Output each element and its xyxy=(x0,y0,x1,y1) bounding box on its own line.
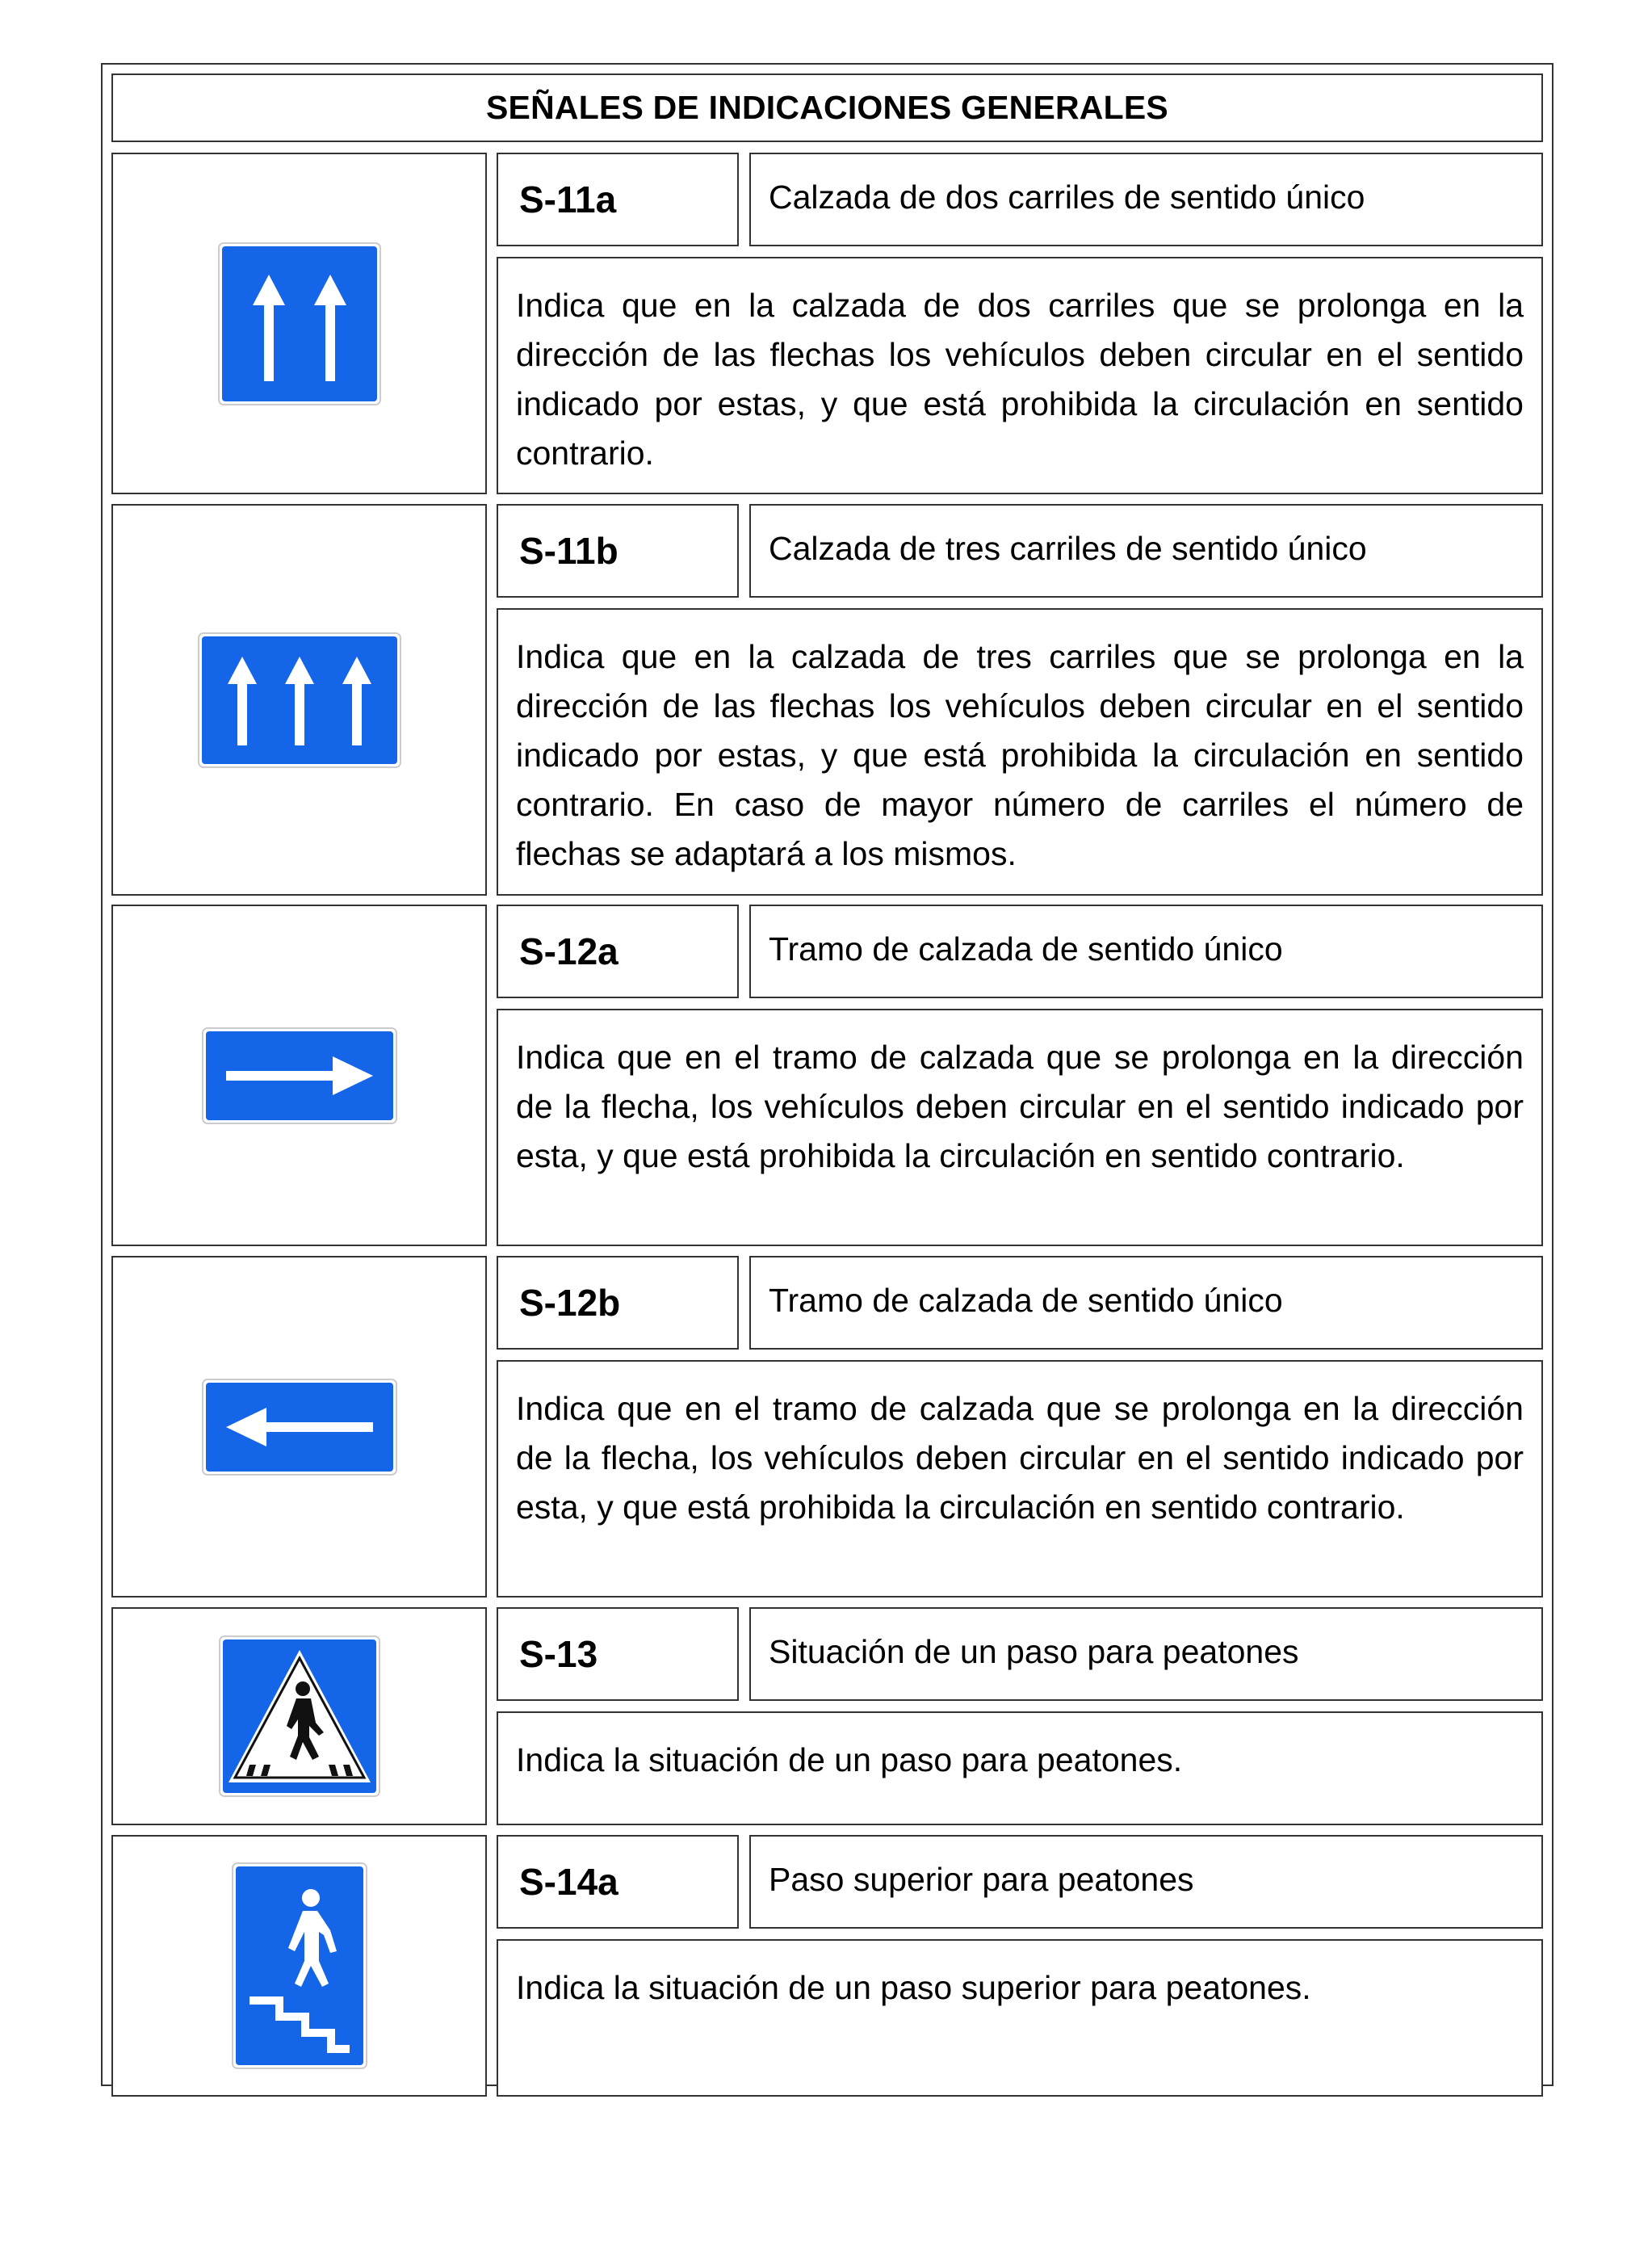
sign-code-cell xyxy=(497,504,739,598)
sign-description-cell xyxy=(497,608,1543,896)
sign-code: S-13 xyxy=(519,1633,598,1675)
pedestrian-crossing-icon xyxy=(219,1635,380,1797)
sign-name: Calzada de dos carriles de sentido único xyxy=(769,178,1365,216)
sign-description: Indica que en el tramo de calzada que se prolonga en la dirección de la flecha, los vehículos deben circular en el sentido indicado por esta, y que está prohibida la circulación en sentido contrario. xyxy=(516,1390,1524,1526)
sign-description-cell xyxy=(497,1711,1543,1825)
sign-image-cell xyxy=(111,1256,487,1598)
sign-image-cell xyxy=(111,905,487,1246)
sign-description-cell xyxy=(497,1360,1543,1598)
two-up-arrows-icon xyxy=(218,242,381,405)
sign-description: Indica que en el tramo de calzada que se prolonga en la dirección de la flecha, los vehículos deben circular en el sentido indicado por esta, y que está prohibida la circulación en sentido contrario. xyxy=(516,1039,1524,1174)
sign-code: S-12b xyxy=(519,1282,621,1324)
sign-name: Tramo de calzada de sentido único xyxy=(769,930,1283,968)
sign-code-cell xyxy=(497,1256,739,1350)
table-title-text: SEÑALES DE INDICACIONES GENERALES xyxy=(486,89,1168,126)
sign-description-cell xyxy=(497,257,1543,494)
sign-name-cell xyxy=(749,504,1543,598)
pedestrian-overpass-icon xyxy=(232,1862,367,2069)
sign-name-cell xyxy=(749,153,1543,246)
sign-image-cell xyxy=(111,1607,487,1825)
sign-code: S-11b xyxy=(519,530,618,572)
sign-code: S-12a xyxy=(519,930,618,972)
sign-name: Paso superior para peatones xyxy=(769,1861,1194,1898)
sign-name: Situación de un paso para peatones xyxy=(769,1633,1299,1670)
sign-description-cell xyxy=(497,1009,1543,1246)
sign-image-cell xyxy=(111,504,487,896)
sign-description: Indica que en la calzada de tres carriles que se prolonga en la dirección de las flechas los vehículos deben circular en el sentido indicado por estas, y que está prohibida la circulación en sentido contrario. En caso de mayor número de carriles el número de flechas se adaptará a los mismos. xyxy=(516,638,1524,872)
sign-image-cell xyxy=(111,153,487,494)
sign-description: Indica la situación de un paso superior para peatones. xyxy=(516,1969,1311,2006)
table-title xyxy=(111,73,1543,142)
sign-code-cell xyxy=(497,1607,739,1701)
sign-code: S-11a xyxy=(519,178,617,220)
sign-code-cell xyxy=(497,905,739,998)
sign-description: Indica la situación de un paso para peatones. xyxy=(516,1741,1183,1778)
sign-name-cell xyxy=(749,905,1543,998)
three-up-arrows-icon xyxy=(198,632,401,768)
sign-name-cell xyxy=(749,1607,1543,1701)
sign-name: Tramo de calzada de sentido único xyxy=(769,1282,1283,1319)
sign-code-cell xyxy=(497,1835,739,1929)
sign-code: S-14a xyxy=(519,1861,618,1903)
sign-name-cell xyxy=(749,1256,1543,1350)
left-arrow-icon xyxy=(202,1379,397,1476)
sign-name: Calzada de tres carriles de sentido único xyxy=(769,530,1367,567)
sign-image-cell xyxy=(111,1835,487,2097)
sign-description: Indica que en la calzada de dos carriles que se prolonga en la dirección de las flechas los vehículos deben circular en el sentido indicado por estas, y que está prohibida la circulación en sentido contrario. xyxy=(516,287,1524,472)
sign-description-cell xyxy=(497,1939,1543,2097)
sign-code-cell xyxy=(497,153,739,246)
right-arrow-icon xyxy=(202,1027,397,1124)
sign-name-cell xyxy=(749,1835,1543,1929)
